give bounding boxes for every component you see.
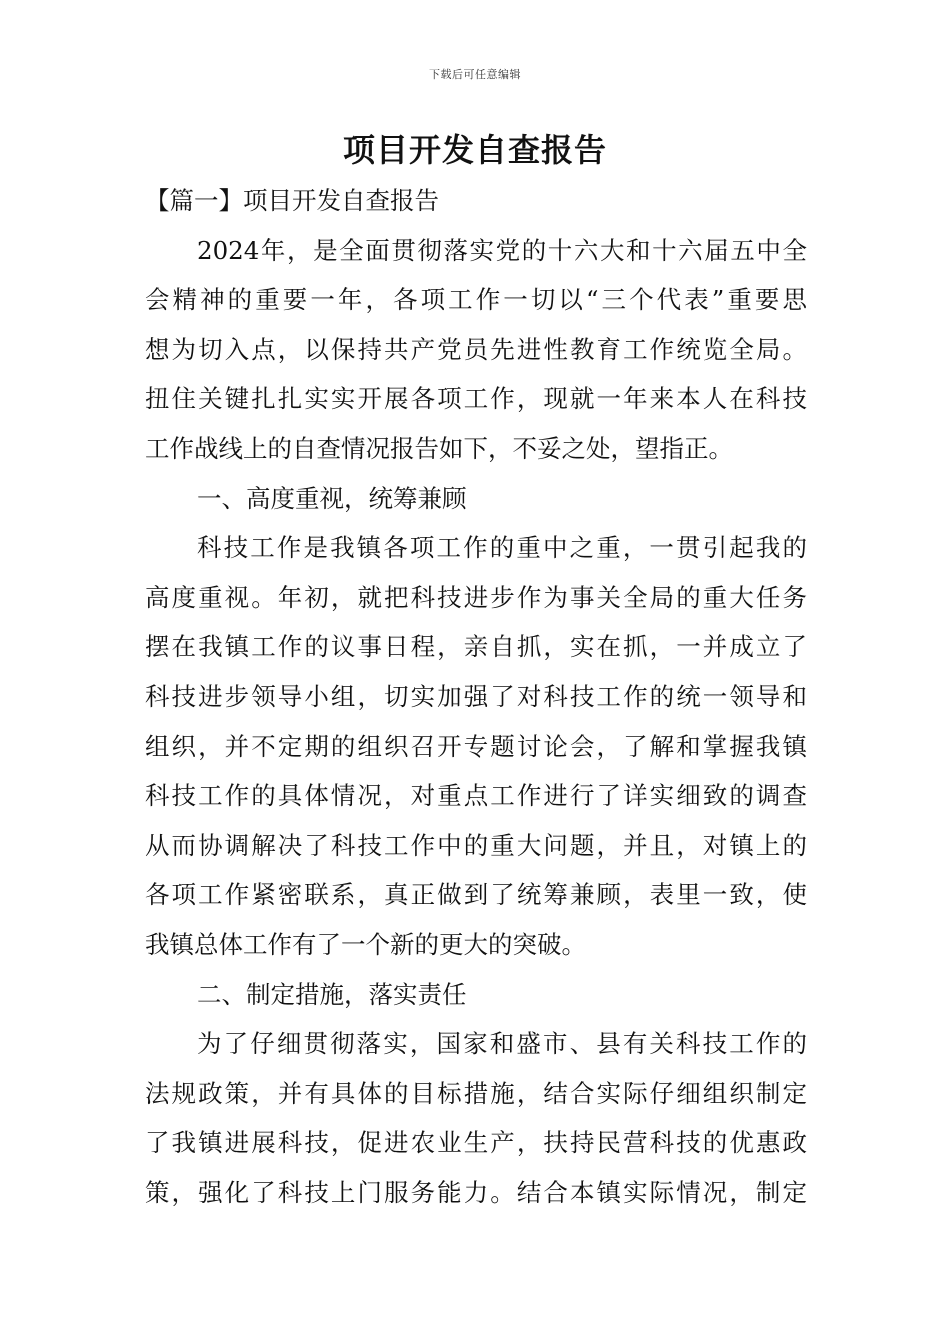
text-line: 摆在我镇工作的议事日程，亲自抓，实在抓，一并成立了 <box>145 632 807 662</box>
text-line: 组织，并不定期的组织召开专题讨论会，了解和掌握我镇 <box>145 731 807 761</box>
text-line: 二、制定措施，落实责任 <box>197 979 467 1009</box>
text-line: 2024年，是全面贯彻落实党的十六大和十六届五中全 <box>197 235 807 265</box>
text-line: 从而协调解决了科技工作中的重大问题，并且，对镇上的 <box>145 830 807 860</box>
text-line: 工作战线上的自查情况报告如下，不妥之处，望指正。 <box>145 433 733 463</box>
text-line: 扭住关键扎扎实实开展各项工作，现就一年来本人在科技 <box>145 384 807 414</box>
text-line: 科技工作是我镇各项工作的重中之重，一贯引起我的 <box>197 533 807 563</box>
text-line: 【篇一】项目开发自查报告 <box>145 186 439 215</box>
text-line: 想为切入点，以保持共产党员先进性教育工作统览全局。 <box>145 334 807 364</box>
text-line: 各项工作紧密联系，真正做到了统筹兼顾，表里一致，使 <box>145 880 807 910</box>
text-line: 科技进步领导小组，切实加强了对科技工作的统一领导和 <box>145 681 807 711</box>
text-line: 为了仔细贯彻落实，国家和盛市、县有关科技工作的 <box>197 1029 807 1059</box>
text-line: 法规政策，并有具体的目标措施，结合实际仔细组织制定 <box>145 1078 807 1108</box>
document-title: 项目开发自查报告 <box>342 131 607 169</box>
text-line: 科技工作的具体情况，对重点工作进行了详实细致的调查 <box>145 781 807 811</box>
text-line: 我镇总体工作有了一个新的更大的突破。 <box>145 929 586 959</box>
text-line: 策，强化了科技上门服务能力。结合本镇实际情况，制定 <box>145 1177 807 1207</box>
text-line: 了我镇进展科技，促进农业生产，扶持民营科技的优惠政 <box>145 1128 807 1158</box>
document-body <box>145 176 807 1217</box>
text-line: 一、高度重视，统筹兼顾 <box>197 483 467 513</box>
text-line: 高度重视。年初，就把科技进步作为事关全局的重大任务 <box>145 582 807 612</box>
header-note: 下载后可任意编辑 <box>429 68 521 81</box>
text-line: 会精神的重要一年，各项工作一切以“三个代表”重要思 <box>145 285 807 315</box>
